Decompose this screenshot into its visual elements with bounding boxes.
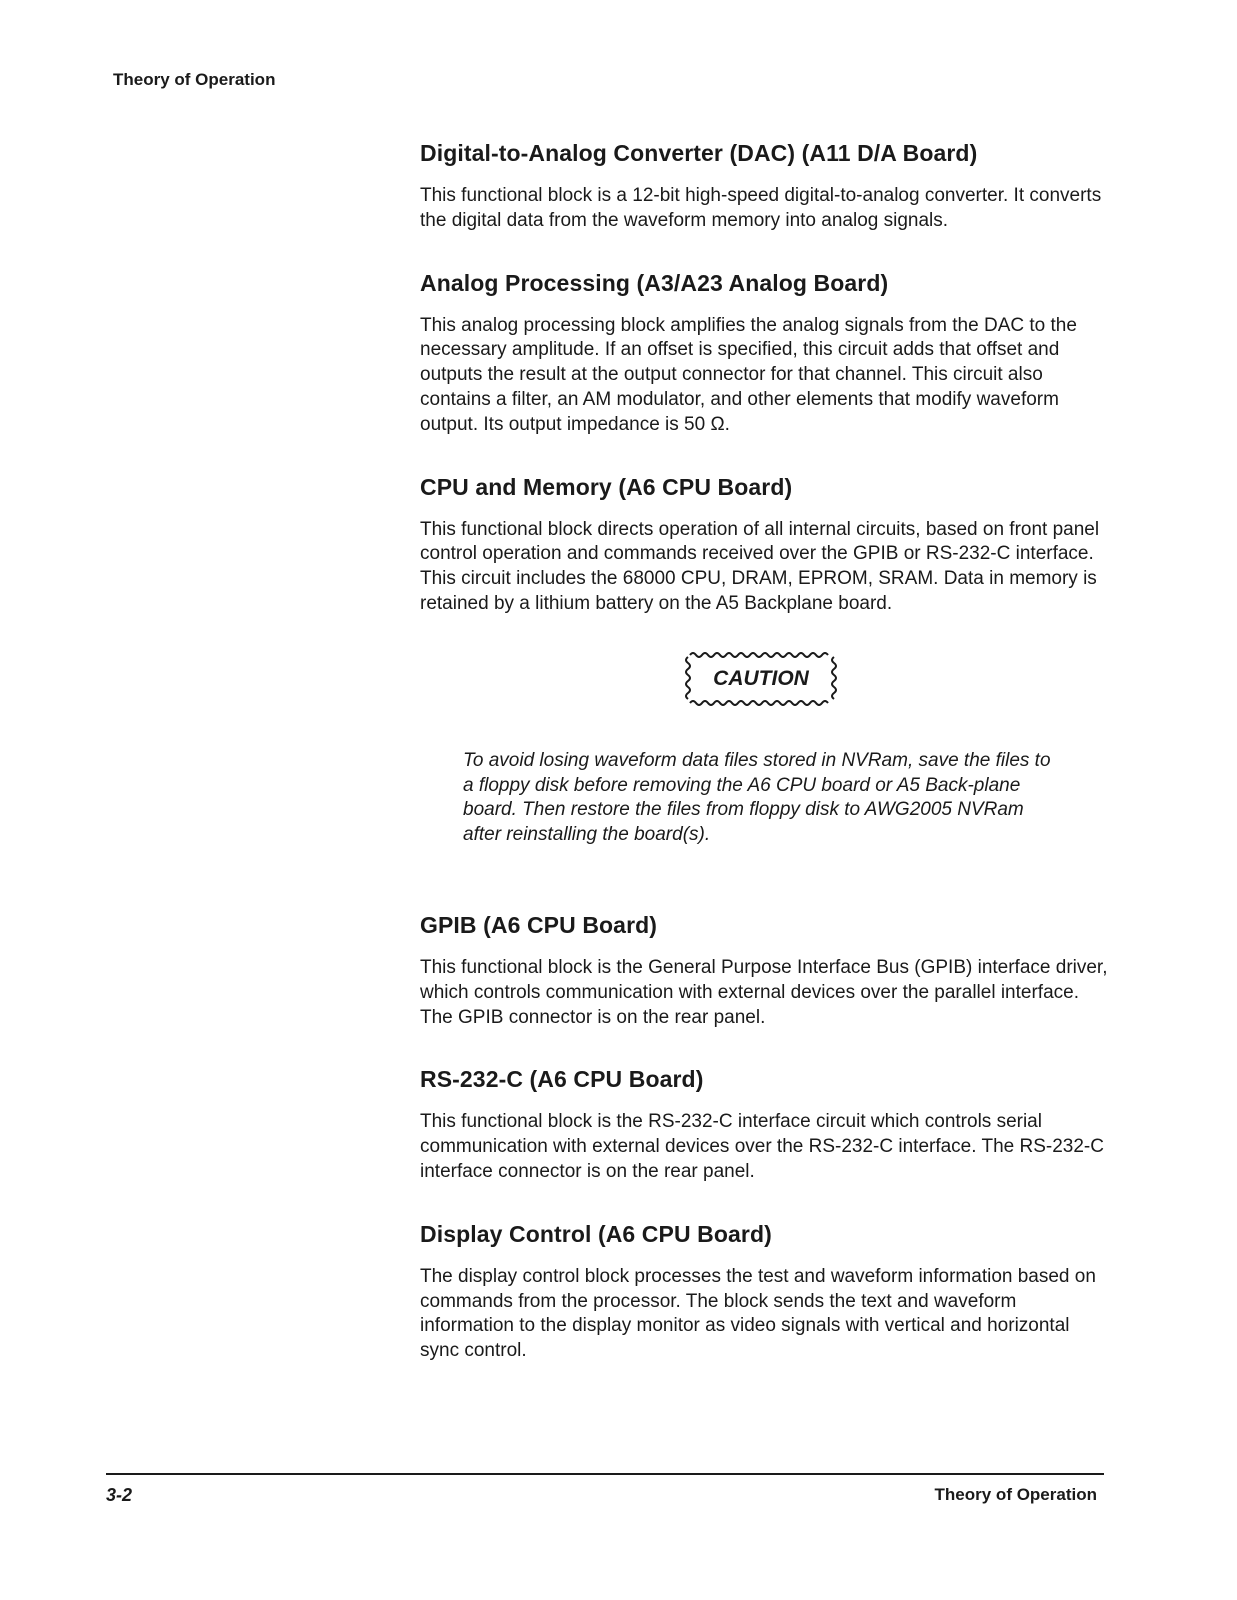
section-body: This analog processing block amplifies the analog signals from the DAC to the necessary amplitude. If an offset is specified, this circuit adds that offset and outputs the result at the output connector for that channel. This circuit also contains a filter, an AM modulator, and other elements that modify waveform output. Its output impedance is 50 Ω. xyxy=(420,314,1077,435)
main-content xyxy=(420,138,1110,1398)
section-heading: CPU and Memory (A6 CPU Board) xyxy=(420,473,793,500)
footer-rule xyxy=(106,1473,1104,1475)
section-heading: Display Control (A6 CPU Board) xyxy=(420,1220,772,1247)
section-display-control xyxy=(420,1219,1110,1364)
section-body: The display control block processes the test and waveform information based on commands from the processor. The block sends the text and waveform information to the display monitor as video signals with vertical and horizontal sync control. xyxy=(420,1265,1096,1362)
footer-title: Theory of Operation xyxy=(934,1485,1097,1504)
section-heading: GPIB (A6 CPU Board) xyxy=(420,911,658,938)
caution-text: To avoid losing waveform data files stored in NVRam, save the files to a floppy disk before removing the A6 CPU board or A5 Back-plane board. Then restore the files from floppy disk to AWG2005 NVRam after reinstalling the board(s). xyxy=(463,749,1051,846)
section-heading: Digital-to-Analog Converter (DAC) (A11 D/A Board) xyxy=(420,140,978,166)
section-rs232c xyxy=(420,1064,1110,1184)
section-body: This functional block is the General Purpose Interface Bus (GPIB) interface driver, which controls communication with external devices over the parallel interface. The GPIB connector is on the rear panel. xyxy=(420,956,1108,1028)
caution-box xyxy=(682,649,840,709)
section-cpu-memory xyxy=(420,472,1110,617)
caution-label: CAUTION xyxy=(713,666,809,690)
section-analog-processing xyxy=(420,268,1110,438)
section-gpib xyxy=(420,910,1110,1030)
section-body: This functional block directs operation of all internal circuits, based on front panel control operation and commands received over the GPIB or RS-232-C interface. This circuit includes the 68000 CPU, DRAM, EPROM, SRAM. Data in memory is retained by a lithium battery on the A5 Backplane board. xyxy=(420,518,1100,614)
section-body: This functional block is the RS-232-C interface circuit which controls serial communication with external devices over the RS-232-C interface. The RS-232-C interface connector is on the rear panel. xyxy=(420,1111,1104,1182)
running-header: Theory of Operation xyxy=(113,70,276,89)
section-heading: RS-232-C (A6 CPU Board) xyxy=(420,1066,704,1093)
section-dac xyxy=(420,138,1110,234)
page-number: 3-2 xyxy=(106,1485,133,1505)
section-heading: Analog Processing (A3/A23 Analog Board) xyxy=(420,269,889,296)
caution-notice xyxy=(420,649,1110,709)
section-body: This functional block is a 12-bit high-speed digital-to-analog converter. It converts the digital data from the waveform memory into analog signals. xyxy=(420,185,1102,231)
